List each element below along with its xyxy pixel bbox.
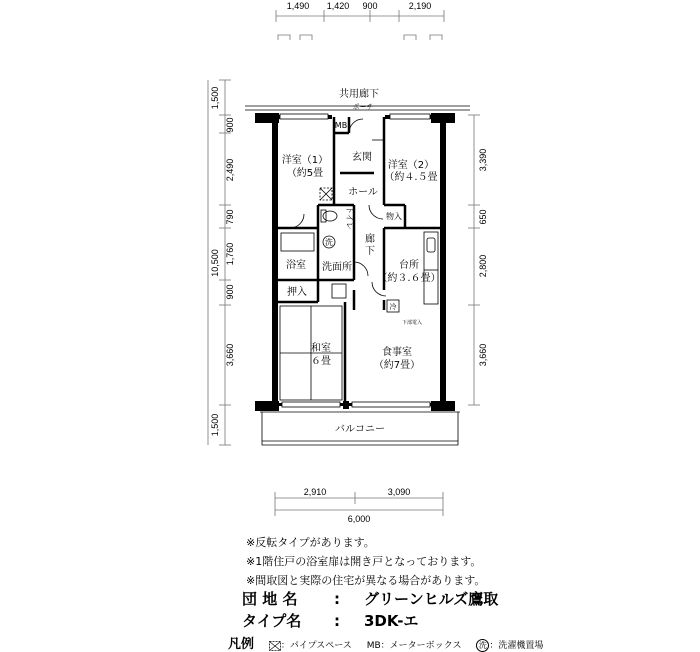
dim-bottom-total: 6,000 [347, 514, 371, 524]
dim-left-3: 2,490 [225, 158, 235, 182]
label-western2-size: （約４.５畳 [384, 172, 438, 183]
dim-right-2: 650 [478, 209, 488, 225]
washer-icon: 洗 [476, 639, 489, 652]
note-3: ※間取図と実際の住宅が異なる場合があります。 [246, 574, 486, 587]
dim-left-4: 790 [225, 209, 235, 225]
bottom-dimensions [275, 492, 443, 516]
dim-left-8: 1,500 [210, 413, 220, 437]
label-toilet: トイレ [345, 206, 354, 230]
legend [228, 633, 555, 652]
label-kitchen-name: 台所 [399, 260, 419, 271]
dim-left-7: 3,660 [225, 343, 235, 367]
dim-left-6: 900 [225, 284, 235, 300]
dim-left-2: 900 [225, 117, 235, 133]
legend-title: 凡例 [228, 637, 255, 652]
label-western1-size: （約5畳 [286, 168, 324, 179]
dim-top-2: 1,420 [326, 1, 350, 11]
legend-wash-label: ：洗濯機置場 [489, 641, 544, 651]
dim-right-1: 3,390 [478, 148, 488, 172]
colon-1: : [334, 590, 340, 608]
colon-2: : [334, 612, 340, 630]
complex-label: 団 地 名 [242, 590, 298, 608]
label-tatami-size: ６畳 [311, 356, 331, 367]
dim-top-4: 2,190 [408, 1, 432, 11]
label-western2-name: 洋室（2） [387, 160, 435, 171]
info-block [242, 588, 498, 632]
type-label: タイプ名 [242, 612, 302, 630]
label-corridor: 共用廊下 [339, 89, 379, 100]
complex-value: グリーンヒルズ鷹取 [364, 590, 499, 608]
dim-bottom-1: 2,910 [303, 487, 327, 497]
label-entrance: 玄関 [352, 152, 372, 163]
note-2: ※1階住戸の浴室扉は開き戸となっております。 [246, 555, 482, 568]
dim-top-1: 1,490 [286, 1, 310, 11]
pipe-space-icon [269, 641, 281, 651]
label-oshiire: 押入 [287, 287, 307, 298]
notes [246, 533, 485, 590]
label-bath: 浴室 [286, 260, 306, 271]
dim-bottom-2: 3,090 [387, 487, 411, 497]
label-fridge: 冷 [389, 303, 397, 311]
legend-mb: MB：メーターボックス [366, 641, 462, 651]
legend-pipe-space-label: ：パイプスペース [280, 641, 352, 651]
type-value: 3DK-エ [364, 612, 419, 630]
label-hall: ホール [348, 187, 378, 198]
dim-left-total: 10,500 [210, 249, 220, 277]
label-closet-small: 物入 [386, 212, 402, 221]
note-1: ※反転タイプがあります。 [246, 536, 375, 549]
label-washroom: 洗面所 [322, 262, 352, 273]
dim-left-1: 1,500 [210, 86, 220, 110]
label-kitchen-size: （約３.６畳） [377, 273, 441, 284]
label-tatami-name: 和室 [311, 343, 331, 354]
label-porch: ポーチ [352, 103, 374, 111]
dim-top-3: 900 [362, 1, 378, 11]
label-balcony: バルコニー [335, 424, 385, 435]
label-mb: MB [334, 121, 348, 130]
dim-right-4: 3,660 [478, 343, 488, 367]
dim-left-5: 1,760 [225, 242, 235, 266]
label-dining-size: （約7畳） [373, 360, 421, 371]
dim-right-3: 2,800 [478, 254, 488, 278]
top-dimensions [276, 10, 444, 40]
label-hallway: 廊下 [365, 234, 375, 257]
label-dining-name: 食事室 [382, 347, 412, 358]
label-note-small: 下部電入 [401, 320, 423, 326]
label-western1-name: 洋室（1） [281, 155, 329, 166]
label-wash-mark: 洗 [325, 238, 333, 247]
